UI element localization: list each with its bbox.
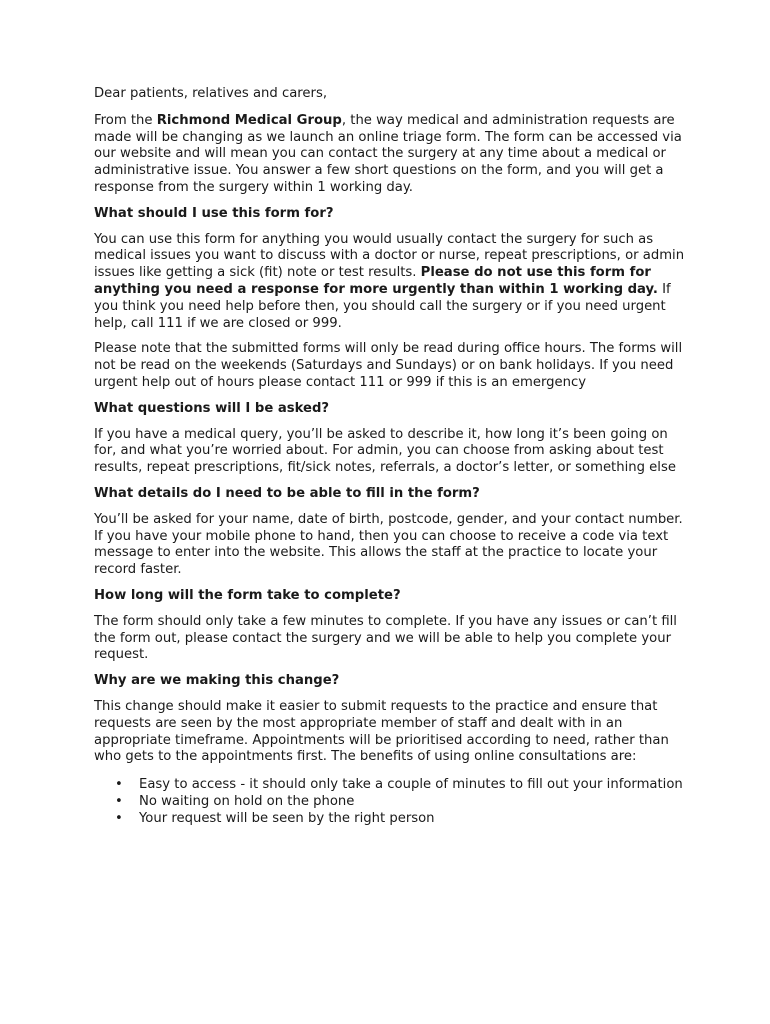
office-hours-paragraph: Please note that the submitted forms will only be read during office hours. The forms will not be read on the weekends (Saturdays and Sundays) or on bank holidays. If you need urgent help out of hours please contact 111 or 999 if this is an emergency [94, 341, 683, 390]
section-heading-questions: What questions will I be asked? [94, 400, 330, 416]
list-item: • Your request will be seen by the right person [139, 811, 686, 828]
organization-name: Richmond Medical Group [156, 112, 342, 128]
change-paragraph: This change should make it easier to submit requests to the practice and ensure that requests are seen by the most appropriate member of staff and dealt with in an appropriate timeframe. Appointments will be prioritised according to need, rather than who gets to the appointments first. The benefits of using online consultations are: [94, 698, 669, 765]
section-heading-usage: What should I use this form for? [94, 205, 334, 221]
intro-paragraph [94, 113, 686, 197]
benefits-list [94, 777, 686, 827]
letter-body [94, 86, 686, 827]
questions-paragraph: If you have a medical query, you’ll be asked to describe it, how long it’s been going on for, and what you’re worried about. For admin, you can choose from asking about test results, repeat prescriptions, fit/sick notes, referrals, a doctor’s letter, or something else [94, 426, 676, 476]
intro-prefix: From the [94, 112, 157, 128]
details-paragraph: You’ll be asked for your name, date of birth, postcode, gender, and your contact number. If you have your mobile phone to hand, then you can choose to receive a code via text message to enter into the website. This allows the staff at the practice to locate your record faster. [94, 511, 683, 578]
section-heading-details: What details do I need to be able to fill in the form? [94, 485, 480, 501]
duration-paragraph: The form should only take a few minutes to complete. If you have any issues or can’t fill the form out, please contact the surgery and we will be able to help you complete your request. [94, 613, 677, 663]
list-item: • No waiting on hold on the phone [139, 794, 686, 811]
usage-paragraph [94, 232, 686, 333]
list-item: • Easy to access - it should only take a couple of minutes to fill out your information [139, 777, 686, 794]
section-heading-change: Why are we making this change? [94, 673, 340, 689]
usage-text-start: You can use this form for anything you would usually contact the surgery for such as medical issues you want to discuss with a doctor or nurse, repeat prescriptions, or admin issues like getting a sick (fit) note or test results. [94, 231, 685, 281]
section-heading-duration: How long will the form take to complete? [94, 587, 401, 603]
usage-text-end: If you think you need help before then, you should call the surgery or if you need urgent help, call 111 if we are closed or 999. [94, 281, 671, 331]
intro-text: , the way medical and administration requests are made will be changing as we launch an online triage form. The form can be accessed via our website and will mean you can contact the surgery at any time about a medical or administrative issue. You answer a few short questions on the form, and you will get a response from the surgery within 1 working day. [94, 112, 682, 195]
usage-warning: Please do not use this form for anything you need a response for more urgently than within 1 working day. [94, 265, 658, 297]
greeting: Dear patients, relatives and carers, [94, 86, 328, 101]
